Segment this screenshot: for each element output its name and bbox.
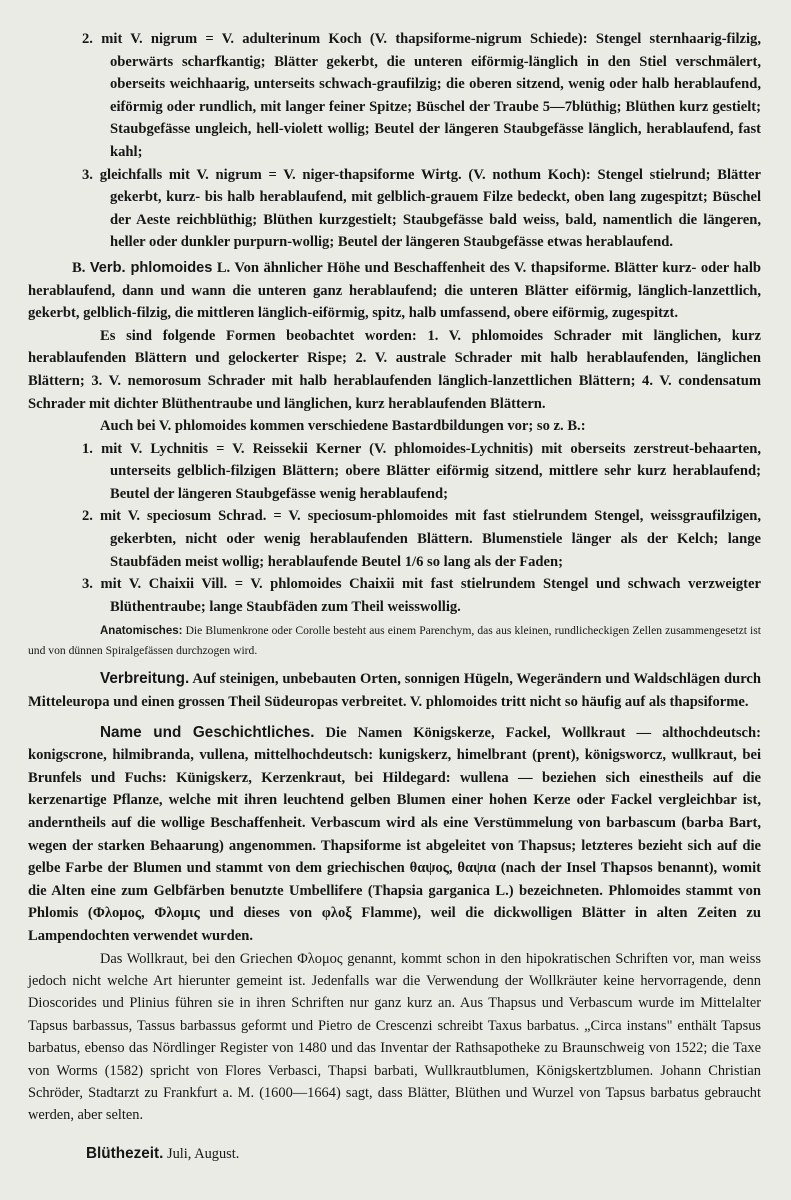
anatomisches-heading: Anatomisches: xyxy=(100,625,183,638)
bastard-item-chaixii: 3. mit V. Chaixii Vill. = V. phlomoides Chaixii mit fast stielrundem Stengel und schwach verzweigter Blüthentraube; lange Staubfäden zum Theil weisswollig. xyxy=(82,576,761,615)
section-text: L. Von ähnlicher Höhe und Beschaffenheit des V. thapsiforme. Blätter kurz- oder halb herablaufend, dann und wann die unteren ganz herablaufend; die unteren Blätter eiförmig, länglich-lanzettlich, gekerbt, gelblich-filzig, die mittleren länglich-eiförmig, spitz, halb umfassend, obere eiförmig, zugespitzt. xyxy=(28,259,761,322)
item-text: gleichfalls mit V. nigrum = V. niger-thapsiforme Wirtg. (V. nothum Koch): Stengel stielrund; Blätter gekerbt, kurz- bis halb herablaufend, mit gelblich-grauem Filze bedeckt, oben lang zugespitzt; Büschel der Aeste reichblüthig; Blüthen kurzgestielt; Staubgefässe bald weiss, bald, namentlich die längeren, heller oder dunkler purpurn-wollig; Beutel der längeren Staubgefässe etwas herablaufend. xyxy=(99,166,761,251)
bluethezeit-heading: Blüthezeit. xyxy=(86,1144,164,1162)
verbreitung-paragraph xyxy=(28,668,761,713)
name-text: Die Namen Königskerze, Fackel, Wollkraut — althochdeutsch: konigscrone, hilmibranda, vullena, mittelhochdeutsch: kunigskerz, himelbrant (prent), königsworcz, wullkraut, bei Brunfels und Fuchs: Künigskerz, Kerzenkraut, bei Hildegard: wullena — beziehen sich einestheils auf die kerzenartige Pflanze, welche mit ihren leuchtend gelben Blumen einer hohen Kerze oder Fackel vergleichbar ist, anderntheils auf die wollige Beschaffenheit. Verbascum wird als eine Verstümmelung von barbascum (barba Bart, wegen der starken Behaarung) angenommen. Thapsiforme ist abgeleitet von Thapsus; letzteres bezieht sich auf die gelbe Farbe der Blumen und stammt von dem griechischen θαψος, θαψια (nach der Insel Thapsos benannt), womit die Alten eine zum Gelbfärben benutzte Umbellifere (Thapsia garganica L.) bezeichneten. Phlomoides stammt von Phlomis (Φλομος, Φλομις und dieses von φλοξ Flamme), weil die dickwolligen Blätter in alten Zeiten zu Lampendochten verwendet wurden. xyxy=(28,724,761,944)
section-species-heading: Verb. phlomoides xyxy=(89,259,213,276)
section-letter: B. xyxy=(72,259,86,276)
anatomisches-text: Die Blumenkrone oder Corolle besteht aus einem Parenchym, das aus kleinen, rundlicheckigen Zellen zusammengesetzt ist und von dünnen Spiralgefässen durchzogen wird. xyxy=(28,624,761,658)
wollkraut-block xyxy=(28,948,761,1127)
anatomisches-paragraph xyxy=(28,621,761,660)
hybrid-item-niger-thapsiforme: 3. gleichfalls mit V. nigrum = V. niger-thapsiforme Wirtg. (V. nothum Koch): Stengel stielrund; Blätter gekerbt, kurz- bis halb herablaufend, mit gelblich-grauem Filze bedeckt, oben lang zugespitzt; Büschel der Aeste reichblüthig; Blüthen kurzgestielt; Staubgefässe bald weiss, bald, namentlich die längeren, heller oder dunkler purpurn-wollig; Beutel der längeren Staubgefässe etwas herablaufend. xyxy=(82,166,761,251)
name-heading: Name und Geschichtliches. xyxy=(100,723,315,741)
item-text: mit V. Lychnitis = V. Reissekii Kerner (V. phlomoides-Lychnitis) mit oberseits zerstreut-behaarten, unterseits gelblich-filzigen Blättern; obere Blätter eiförmig sitzend, mittlere sehr kurz herablaufend; Beutel der längeren Staubgefässe wenig herablaufend; xyxy=(101,440,762,502)
section-b-paragraph xyxy=(28,257,761,325)
bastard-item-speciosum: 2. mit V. speciosum Schrad. = V. speciosum-phlomoides mit fast stielrundem Stengel, weissgraufilzigen, gekerbten, nicht oder wenig herablaufenden Blättern. Blumenstiele länger als der Kelch; lange Staubfäden meist wollig; herablaufende Beutel 1/6 so lang als der Faden; xyxy=(82,508,761,570)
item-text: mit V. Chaixii Vill. = V. phlomoides Chaixii mit fast stielrundem Stengel und schwach verzweigter Blüthentraube; lange Staubfäden zum Theil weisswollig. xyxy=(100,576,761,615)
wollkraut-paragraph: Das Wollkraut, bei den Griechen Φλομος genannt, kommt schon in den hipokratischen Schriften vor, man weiss jedoch nicht welche Art hierunter gemeint ist. Jedenfalls war die Verwendung der Wollkräuter keine hervorragende, denn Dioscorides und Plinius führen sie in ihren Schriften nur ganz kurz an. Aus Thapsus und Verbascum wurde im Mittelalter Tapsus barbassus, Tassus barbassus geformt und Pietro de Crescenzi schreibt Taxus barbatus. „Circa instans" enthält Tapsus barbatus, ebenso das Nördlinger Register von 1480 und das Inventar der Rathsapotheke zu Braunschweig von 1522; die Taxe von Worms (1582) spricht von Flores Verbasci, Thapsi barbati, Wullkrautblumen, Königskertzblumen. Johann Christian Schröder, Stadtarzt zu Frankfurt a. M. (1600—1664) sagt, dass Blätter, Blüthen und Wurzel von Tapsus barbatus gebraucht werden, aber selten. xyxy=(28,950,761,1124)
bluethezeit-text: Juli, August. xyxy=(167,1145,240,1162)
hybrid-item-nigrum: 2. mit V. nigrum = V. adulterinum Koch (V. thapsiforme-nigrum Schiede): Stengel sternhaarig-filzig, oberwärts scharfkantig; Blätter gekerbt, die unteren eiförmig-länglich in den Stiel verschmälert, oberseits weichhaarig, unterseits schwach-graufilzig; die oberen sitzend, wenig oder halb herablaufend, eiförmig oder rundlich, mit langer feiner Spitze; Büschel der Traube 5—7blüthig; Blüthen kurz gestielt; Staubgefässe ungleich, hell-violett wollig; Beutel der längeren Staubgefässe länglich, herablaufend, fast kahl; xyxy=(82,31,762,160)
verbreitung-text: Auf steinigen, unbebauten Orten, sonnigen Hügeln, Wegerändern und Waldschlägen durch Mitteleuropa und einen grossen Theil Südeuropas verbreitet. V. phlomoides tritt nicht so häufig auf als thapsiforme. xyxy=(28,671,762,711)
bastard-intro: Auch bei V. phlomoides kommen verschiedene Bastardbildungen vor; so z. B.: xyxy=(100,418,586,435)
item-text: mit V. nigrum = V. adulterinum Koch (V. thapsiforme-nigrum Schiede): Stengel sternhaarig-filzig, oberwärts scharfkantig; Blätter gekerbt, die unteren eiförmig-länglich in den Stiel verschmälert, oberseits weichhaarig, unterseits schwach-graufilzig; die oberen sitzend, wenig oder halb herablaufend, eiförmig oder rundlich, mit langer feiner Spitze; Büschel der Traube 5—7blüthig; Blüthen kurz gestielt; Staubgefässe ungleich, hell-violett wollig; Beutel der längeren Staubgefässe länglich, herablaufend, fast kahl; xyxy=(101,31,762,160)
forms-paragraph: Es sind folgende Formen beobachtet worden: 1. V. phlomoides Schrader mit länglichen, kurz herablaufenden Blättern und gelockerter Rispe; 2. V. australe Schrader mit halb herablaufenden, länglichen Blättern; 3. V. nemorosum Schrader mit halb herablaufenden länglich-lanzettlichen Blättern; 4. V. condensatum Schrader mit dichter Blüthentraube und länglichen, kurz herablaufenden Blättern. xyxy=(28,327,761,412)
item-text: mit V. speciosum Schrad. = V. speciosum-phlomoides mit fast stielrundem Stengel, weissgraufilzigen, gekerbten, nicht oder wenig herablaufenden Blättern. Blumenstiele länger als der Kelch; lange Staubfäden meist wollig; herablaufende Beutel 1/6 so lang als der Faden; xyxy=(99,508,761,570)
name-paragraph xyxy=(28,722,761,948)
bluethezeit-paragraph xyxy=(28,1143,761,1166)
verbreitung-heading: Verbreitung. xyxy=(100,670,190,688)
bastard-item-lychnitis: 1. mit V. Lychnitis = V. Reissekii Kerner (V. phlomoides-Lychnitis) mit oberseits zerstreut-behaarten, unterseits gelblich-filzigen Blättern; obere Blätter eiförmig sitzend, mittlere sehr kurz herablaufend; Beutel der längeren Staubgefässe wenig herablaufend; xyxy=(82,440,762,502)
